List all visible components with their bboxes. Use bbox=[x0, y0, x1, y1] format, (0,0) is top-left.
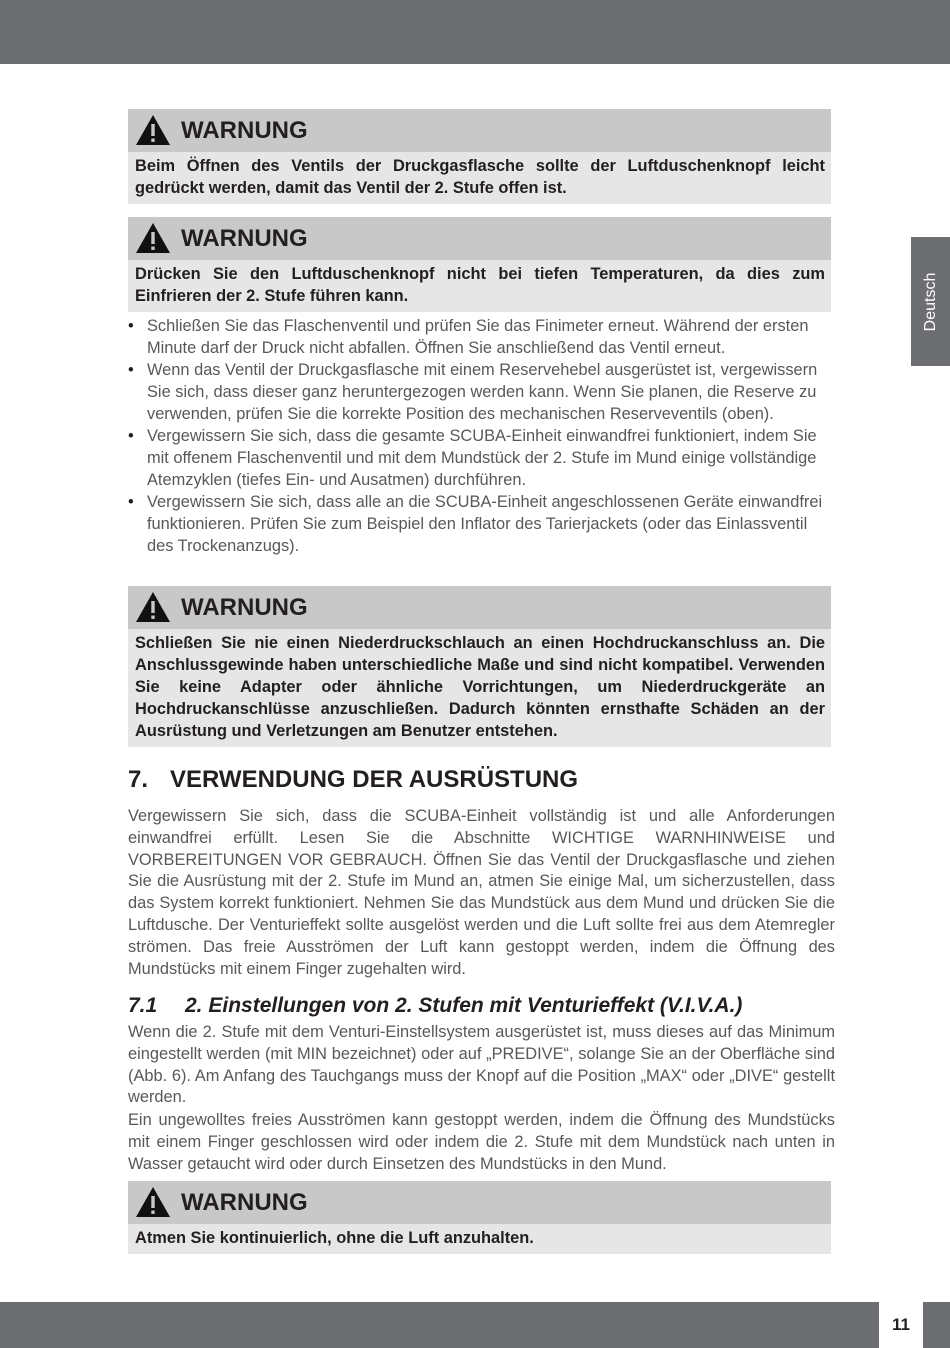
list-item: • Wenn das Ventil der Druckgasflasche mit einem Reservehebel ausgerüstet ist, vergewissern Sie sich, dass dieser ganz heruntergezogen werden kann. Wenn Sie planen, die Reserve zu verwenden, prüfen Sie die korrekte Position des mechanischen Reserveventils (oben). bbox=[128, 359, 838, 425]
language-tab-label: Deutsch bbox=[921, 272, 939, 331]
warning-header bbox=[128, 217, 831, 260]
warning-header bbox=[128, 1181, 831, 1224]
top-header-bar bbox=[0, 0, 950, 64]
section-heading bbox=[128, 766, 578, 794]
warning-title: WARNUNG bbox=[181, 225, 308, 252]
section-paragraph: Vergewissern Sie sich, dass die SCUBA-Einheit vollständig ist und alle Anforderungen einwandfrei erfüllt. Lesen Sie die Abschnitte WICHTIGE WARNHINWEISE und VORBEREITUNGEN VOR GEBRAUCH. Öffnen Sie das Ventil der Druckgasflasche und ziehen Sie die Ausrüstung mit der 2. Stufe im Mund an, atmen Sie einige Mal, um sicherzustellen, dass das System korrekt funktioniert. Nehmen Sie das Mundstück aus dem Mund und drücken Sie die Luftdusche. Der Venturieffekt sollte ausgelöst werden und die Luft sollte frei aus dem Atemregler strömen. Das freie Ausströmen der Luft kann gestoppt werden, indem die Öffnung des Mundstücks mit einem Finger zugehalten wird. bbox=[128, 807, 835, 978]
page-number: 11 bbox=[879, 1302, 923, 1348]
subsection-title: 2. Einstellungen von 2. Stufen mit Venturieffekt (V.I.V.A.) bbox=[185, 994, 743, 1017]
list-item: • Vergewissern Sie sich, dass die gesamte SCUBA-Einheit einwandfrei funktioniert, indem Sie mit offenem Flaschenventil und mit dem Mundstück der 2. Stufe im Mund einige vollständige Atemzyklen (tiefes Ein- und Ausatmen) durchführen. bbox=[128, 425, 838, 491]
warning-text: Drücken Sie den Luftduschenknopf nicht bei tiefen Temperaturen, da dies zum Einfrieren der 2. Stufe führen kann. bbox=[128, 260, 831, 312]
warning-title: WARNUNG bbox=[181, 1189, 308, 1216]
warning-triangle-icon bbox=[135, 1186, 171, 1218]
checklist bbox=[128, 315, 838, 557]
warning-box bbox=[128, 217, 831, 312]
warning-text: Atmen Sie kontinuierlich, ohne die Luft anzuhalten. bbox=[128, 1224, 831, 1254]
warning-text: Beim Öffnen des Ventils der Druckgasflasche sollte der Luftduschenknopf leicht gedrückt werden, damit das Ventil der 2. Stufe offen ist. bbox=[128, 152, 831, 204]
warning-header bbox=[128, 586, 831, 629]
subsection-number: 7.1 bbox=[128, 994, 158, 1017]
warning-triangle-icon bbox=[135, 222, 171, 254]
warning-header bbox=[128, 109, 831, 152]
warning-title: WARNUNG bbox=[181, 117, 308, 144]
warning-triangle-icon bbox=[135, 591, 171, 623]
language-tab bbox=[911, 237, 950, 366]
warning-triangle-icon bbox=[135, 114, 171, 146]
subsection-paragraph: Ein ungewolltes freies Ausströmen kann gestoppt werden, indem die Öffnung des Mundstücks mit einem Finger geschlossen wird oder indem die 2. Stufe mit dem Mundstück nach unten in Wasser getaucht wird oder durch Einsetzen des Mundstücks in den Mund. bbox=[128, 1111, 835, 1173]
warning-box bbox=[128, 109, 831, 204]
bottom-footer-bar bbox=[0, 1302, 950, 1348]
warning-title: WARNUNG bbox=[181, 594, 308, 621]
subsection-heading bbox=[128, 994, 742, 1018]
section-number: 7. bbox=[128, 766, 149, 793]
warning-text: Schließen Sie nie einen Niederdruckschlauch an einen Hochdruckanschluss an. Die Anschlussgewinde haben unterschiedliche Maße und sind nicht kompatibel. Verwenden Sie keine Adapter oder ähnliche Vorrichtungen, um Niederdruckgeräte an Hochdruckanschlüsse anzuschließen. Dadurch könnten ernsthafte Schäden an der Ausrüstung und Verletzungen am Benutzer entstehen. bbox=[128, 629, 831, 747]
subsection-paragraph: Wenn die 2. Stufe mit dem Venturi-Einstellsystem ausgerüstet ist, muss dieses auf das Minimum eingestellt werden (mit MIN bezeichnet) oder auf „PREDIVE“, solange Sie an der Oberfläche sind (Abb. 6). Am Anfang des Tauchgangs muss der Knopf auf die Position „MAX“ oder „DIVE“ gestellt werden. bbox=[128, 1023, 835, 1107]
section-title: VERWENDUNG DER AUSRÜSTUNG bbox=[170, 766, 579, 793]
warning-box bbox=[128, 586, 831, 747]
warning-box bbox=[128, 1181, 831, 1254]
list-item: • Schließen Sie das Flaschenventil und prüfen Sie das Finimeter erneut. Während der ersten Minute darf der Druck nicht abfallen. Öffnen Sie anschließend das Ventil erneut. bbox=[128, 315, 838, 359]
list-item: • Vergewissern Sie sich, dass alle an die SCUBA-Einheit angeschlossenen Geräte einwandfrei funktionieren. Prüfen Sie zum Beispiel den Inflator des Tarierjackets (oder das Einlassventil des Trockenanzugs). bbox=[128, 491, 838, 557]
